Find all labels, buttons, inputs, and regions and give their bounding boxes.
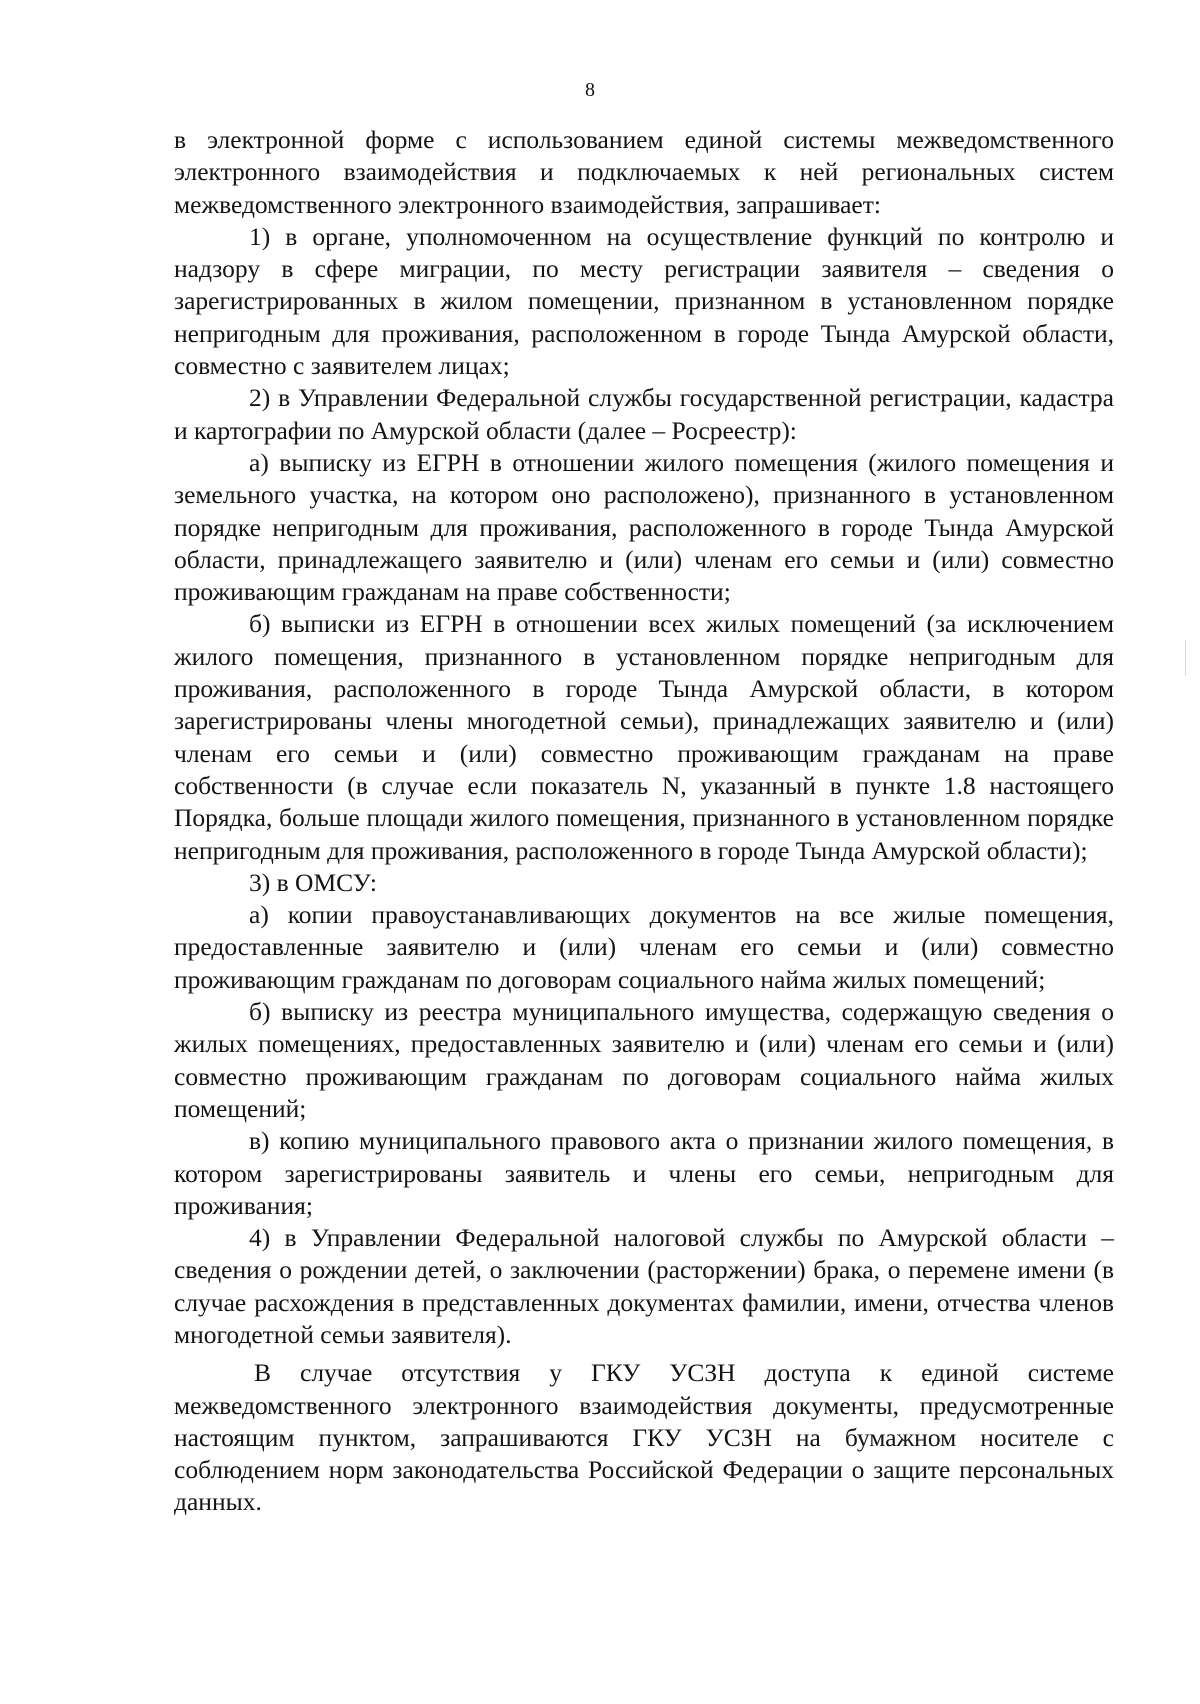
paragraph-item-3v: в) копию муниципального правового акта о признании жилого помещения, в котором зарегистрированы заявитель и члены его семьи, непригодным для проживания; [174,1126,1114,1220]
paragraph-item-1: 1) в органе, уполномоченном на осуществление функций по контролю и надзору в сфере миграции, по месту регистрации заявителя – сведения о зарегистрированных в жилом помещении, признанном в установленном порядке непригодным для проживания, расположенном в городе Тында Амурской области, совместно с заявителем лицах; [174,221,1114,381]
paragraph-item-2b: б) выписки из ЕГРН в отношении всех жилых помещений (за исключением жилого помещения, признанного в установленном порядке непригодным для проживания, расположенного в городе Тында Амурской области, в котором зарегистрированы члены многодетной семьи), принадлежащих заявителю и (или) членам его семьи и (или) совместно проживающим гражданам на праве собственности (в случае если показатель N, указанный в пункте 1.8 настоящего Порядка, больше площади жилого помещения, признанного в установленном порядке непригодным для проживания, расположенного в городе Тында Амурской области); [174,609,1114,865]
document-body [174,124,1114,1519]
paragraph-item-3: 3) в ОМСУ: [249,867,377,897]
paragraph-item-4: 4) в Управлении Федеральной налоговой службы по Амурской области – сведения о рождении детей, о заключении (расторжении) брака, о перемене имени (в случае расхождения в представленных документах фамилии, имени, отчества членов многодетной семьи заявителя). [174,1223,1114,1349]
paragraph-item-3a: а) копии правоустанавливающих документов на все жилые помещения, предоставленные заявителю и (или) членам его семьи и (или) совместно проживающим гражданам по договорам социального найма жилых помещений; [174,900,1114,994]
paragraph-item-2a: а) выписку из ЕГРН в отношении жилого помещения (жилого помещения и земельного участка, на котором оно расположено), признанного в установленном порядке непригодным для проживания, расположенного в городе Тында Амурской области, принадлежащего заявителю и (или) членам его семьи и (или) совместно проживающим гражданам на праве собственности; [174,447,1114,607]
page-number: 8 [585,79,595,101]
paragraph-intro: в электронной форме с использованием единой системы межведомственного электронного взаимодействия и подключаемых к ней региональных систем межведомственного электронного взаимодействия, запрашивает: [174,125,1114,219]
paragraph-item-3b: б) выписку из реестра муниципального имущества, содержащую сведения о жилых помещениях, предоставленных заявителю и (или) членам его семьи и (или) совместно проживающим гражданам по договорам социального найма жилых помещений; [174,997,1114,1123]
paragraph-closing: В случае отсутствия у ГКУ УСЗН доступа к единой системе межведомственного электронного взаимодействия документы, предусмотренные настоящим пунктом, запрашиваются ГКУ УСЗН на бумажном носителе с соблюдением норм законодательства Российской Федерации о защите персональных данных. [174,1358,1114,1517]
scan-edge-mark [1185,640,1186,676]
paragraph-item-2: 2) в Управлении Федеральной службы государственной регистрации, кадастра и картографии по Амурской области (далее – Росреестр): [174,383,1114,445]
